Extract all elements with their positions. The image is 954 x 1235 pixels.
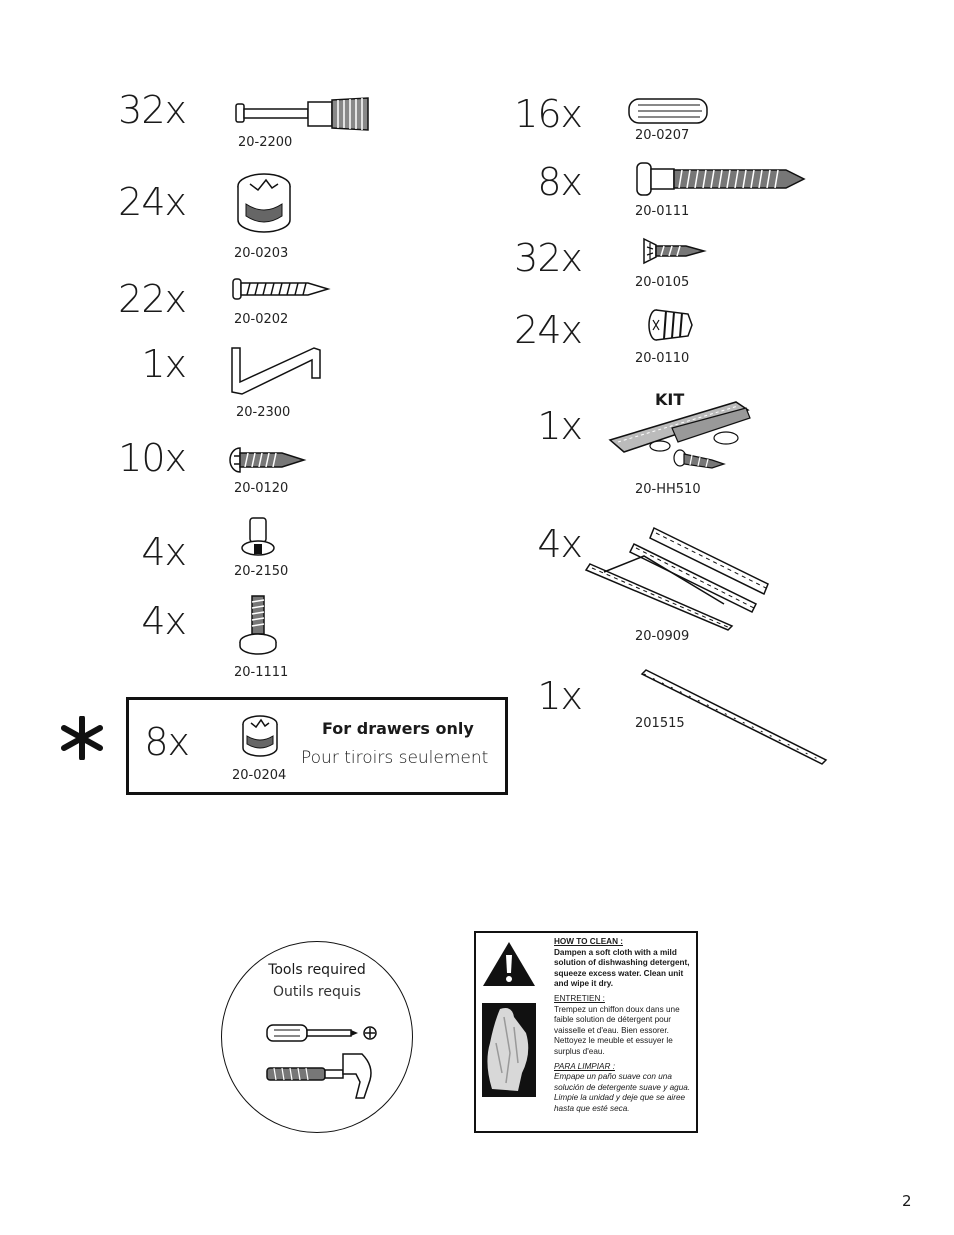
code-20-0111: 20-0111 [635, 204, 690, 219]
code-20-0203: 20-0203 [234, 246, 289, 261]
drawer-title: For drawers only [322, 719, 474, 738]
tools-required-label-fr: Outils requis [273, 984, 361, 1000]
code-20-2300: 20-2300 [236, 405, 291, 420]
code-201515: 201515 [635, 716, 685, 731]
qty-20-0110: 24x [514, 308, 582, 352]
screwdriver-icon [266, 1022, 378, 1044]
page-number: 2 [902, 1192, 912, 1210]
qty-20-0203: 24x [118, 180, 186, 224]
qty-20-HH510: 1x [537, 404, 582, 448]
code-20-0120: 20-0120 [234, 481, 289, 496]
qty-201515: 1x [537, 674, 582, 718]
fr-text: Trempez un chiffon doux dans une faible solution de détergent pour vaisselle et d'eau. Bien essorer. Nettoyez le meuble et essuyer le surplus d'eau. [554, 1004, 680, 1056]
qty-20-0202: 22x [118, 277, 186, 321]
qty-20-0120: 10x [118, 436, 186, 480]
fr-heading: ENTRETIEN : [554, 993, 605, 1003]
soft-cloth-icon [482, 1003, 536, 1097]
qty-20-0909: 4x [537, 522, 582, 566]
allen-wrench-icon [228, 342, 324, 402]
kit-label: KIT [655, 390, 685, 409]
qty-20-0204: 8x [144, 720, 189, 764]
drawer-parts-box [126, 697, 508, 795]
en-heading: HOW TO CLEAN : [554, 937, 623, 946]
code-20-0202: 20-0202 [234, 312, 289, 327]
wood-dowel-icon [628, 97, 710, 125]
drawer-slides-icon [584, 524, 774, 630]
cleaning-instructions-box [474, 931, 698, 1133]
code-20-0105: 20-0105 [635, 275, 690, 290]
qty-20-2300: 1x [141, 342, 186, 386]
cleaning-text [554, 937, 694, 1119]
qty-20-2200: 32x [118, 88, 186, 132]
warning-triangle-icon [482, 941, 536, 987]
tools-required-label: Tools required [268, 962, 366, 978]
qty-20-1111: 4x [141, 599, 186, 643]
es-text: Empape un paño suave con una solución de detergente suave y agua. Limpie la unidad y deje que se airee hasta que esté seca. [554, 1072, 691, 1113]
cam-lock-icon [236, 172, 292, 236]
connector-bolt-icon [234, 96, 374, 132]
qty-20-0207: 16x [514, 92, 582, 136]
qty-20-2150: 4x [141, 530, 186, 574]
tools-required-circle [221, 941, 413, 1133]
code-20-0110: 20-0110 [635, 351, 690, 366]
code-20-2200: 20-2200 [238, 135, 293, 150]
pan-head-screw-icon [230, 446, 306, 474]
qty-20-0111: 8x [537, 160, 582, 204]
anti-tip-kit-icon [608, 398, 754, 478]
hammer-icon [266, 1052, 378, 1102]
drawer-subtitle: Pour tiroirs seulement [301, 748, 489, 768]
code-20-0204: 20-0204 [232, 768, 287, 783]
es-heading: PARA LIMPIAR : [554, 1061, 615, 1071]
code-20-HH510: 20-HH510 [635, 482, 701, 497]
en-text: Dampen a soft cloth with a mild solution of dishwashing detergent, squeeze excess water. Clean unit and wipe it dry. [554, 947, 690, 989]
code-20-0207: 20-0207 [635, 128, 690, 143]
leveler-foot-icon [238, 594, 278, 660]
code-20-1111: 20-1111 [234, 665, 289, 680]
flat-head-screw-icon [642, 237, 706, 265]
shelf-pin-icon [240, 516, 276, 560]
drywall-anchor-icon [648, 308, 694, 342]
asterisk-icon [60, 716, 104, 760]
code-20-0909: 20-0909 [635, 629, 690, 644]
wood-screw-icon [232, 278, 330, 300]
code-20-2150: 20-2150 [234, 564, 289, 579]
qty-20-0105: 32x [514, 236, 582, 280]
drawer-cam-lock-icon [241, 714, 279, 760]
long-screw-icon [636, 162, 806, 196]
